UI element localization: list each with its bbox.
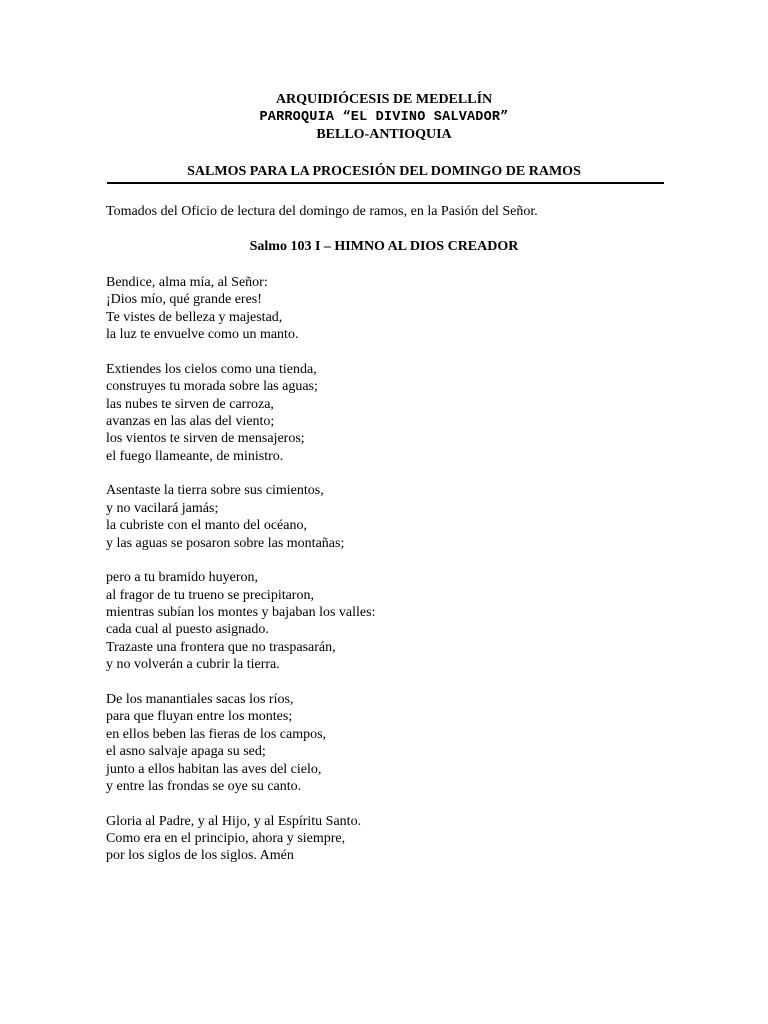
parish-name: PARROQUIA “EL DIVINO SALVADOR” <box>259 109 509 125</box>
verse-line: junto a ellos habitan las aves del cielo, <box>106 761 322 777</box>
intro-paragraph: Tomados del Oficio de lectura del domingo de ramos, en la Pasión del Señor. <box>106 204 538 219</box>
archdiocese-name: ARQUIDIÓCESIS DE MEDELLÍN <box>275 92 493 107</box>
parish-location: BELLO-ANTIOQUIA <box>316 127 452 142</box>
stanza <box>106 813 375 865</box>
verse-line: el asno salvaje apaga su sed; <box>106 744 266 760</box>
stanza <box>106 691 375 795</box>
verse-line: y las aguas se posaron sobre las montañas; <box>106 535 345 551</box>
verse-line: avanzas en las alas del viento; <box>106 414 275 430</box>
verse-line: pero a tu bramido huyeron, <box>106 570 259 586</box>
psalm-text <box>106 274 375 882</box>
verse-line: para que fluyan entre los montes; <box>106 709 293 725</box>
document-header <box>0 91 768 144</box>
stanza <box>106 274 375 344</box>
verse-line: Te vistes de belleza y majestad, <box>106 309 283 325</box>
verse-line: la cubriste con el manto del océano, <box>106 518 307 534</box>
document-title: SALMOS PARA LA PROCESIÓN DEL DOMINGO DE RAMOS <box>187 164 581 179</box>
verse-line: y no volverán a cubrir la tierra. <box>106 657 280 673</box>
psalm-title: Salmo 103 I – HIMNO AL DIOS CREADOR <box>249 239 519 254</box>
verse-line: Trazaste una frontera que no traspasarán, <box>106 639 336 655</box>
verse-line: Gloria al Padre, y al Hijo, y al Espíritu Santo. <box>106 813 362 829</box>
verse-line: al fragor de tu trueno se precipitaron, <box>106 587 314 603</box>
stanza <box>106 361 375 465</box>
verse-line: las nubes te sirven de carroza, <box>106 396 274 412</box>
verse-line: mientras subían los montes y bajaban los valles: <box>106 605 376 621</box>
verse-line: por los siglos de los siglos. Amén <box>106 848 294 864</box>
verse-line: Bendice, alma mía, al Señor: <box>106 275 268 290</box>
verse-line: la luz te envuelve como un manto. <box>106 327 299 343</box>
verse-line: los vientos te sirven de mensajeros; <box>106 431 305 447</box>
title-underline <box>107 182 664 184</box>
verse-line: Extiendes los cielos como una tienda, <box>106 361 317 377</box>
verse-line: y no vacilará jamás; <box>106 500 219 516</box>
stanza <box>106 482 375 552</box>
verse-line: en ellos beben las fieras de los campos, <box>106 726 327 742</box>
verse-line: y entre las frondas se oye su canto. <box>106 778 302 794</box>
verse-line: cada cual al puesto asignado. <box>106 622 269 638</box>
verse-line: De los manantiales sacas los ríos, <box>106 691 294 707</box>
verse-line: construyes tu morada sobre las aguas; <box>106 379 318 395</box>
verse-line: Asentaste la tierra sobre sus cimientos, <box>106 483 324 499</box>
verse-line: Como era en el principio, ahora y siempre, <box>106 830 346 846</box>
verse-line: ¡Dios mío, qué grande eres! <box>106 292 262 308</box>
stanza <box>106 569 375 673</box>
verse-line: el fuego llameante, de ministro. <box>106 448 284 464</box>
